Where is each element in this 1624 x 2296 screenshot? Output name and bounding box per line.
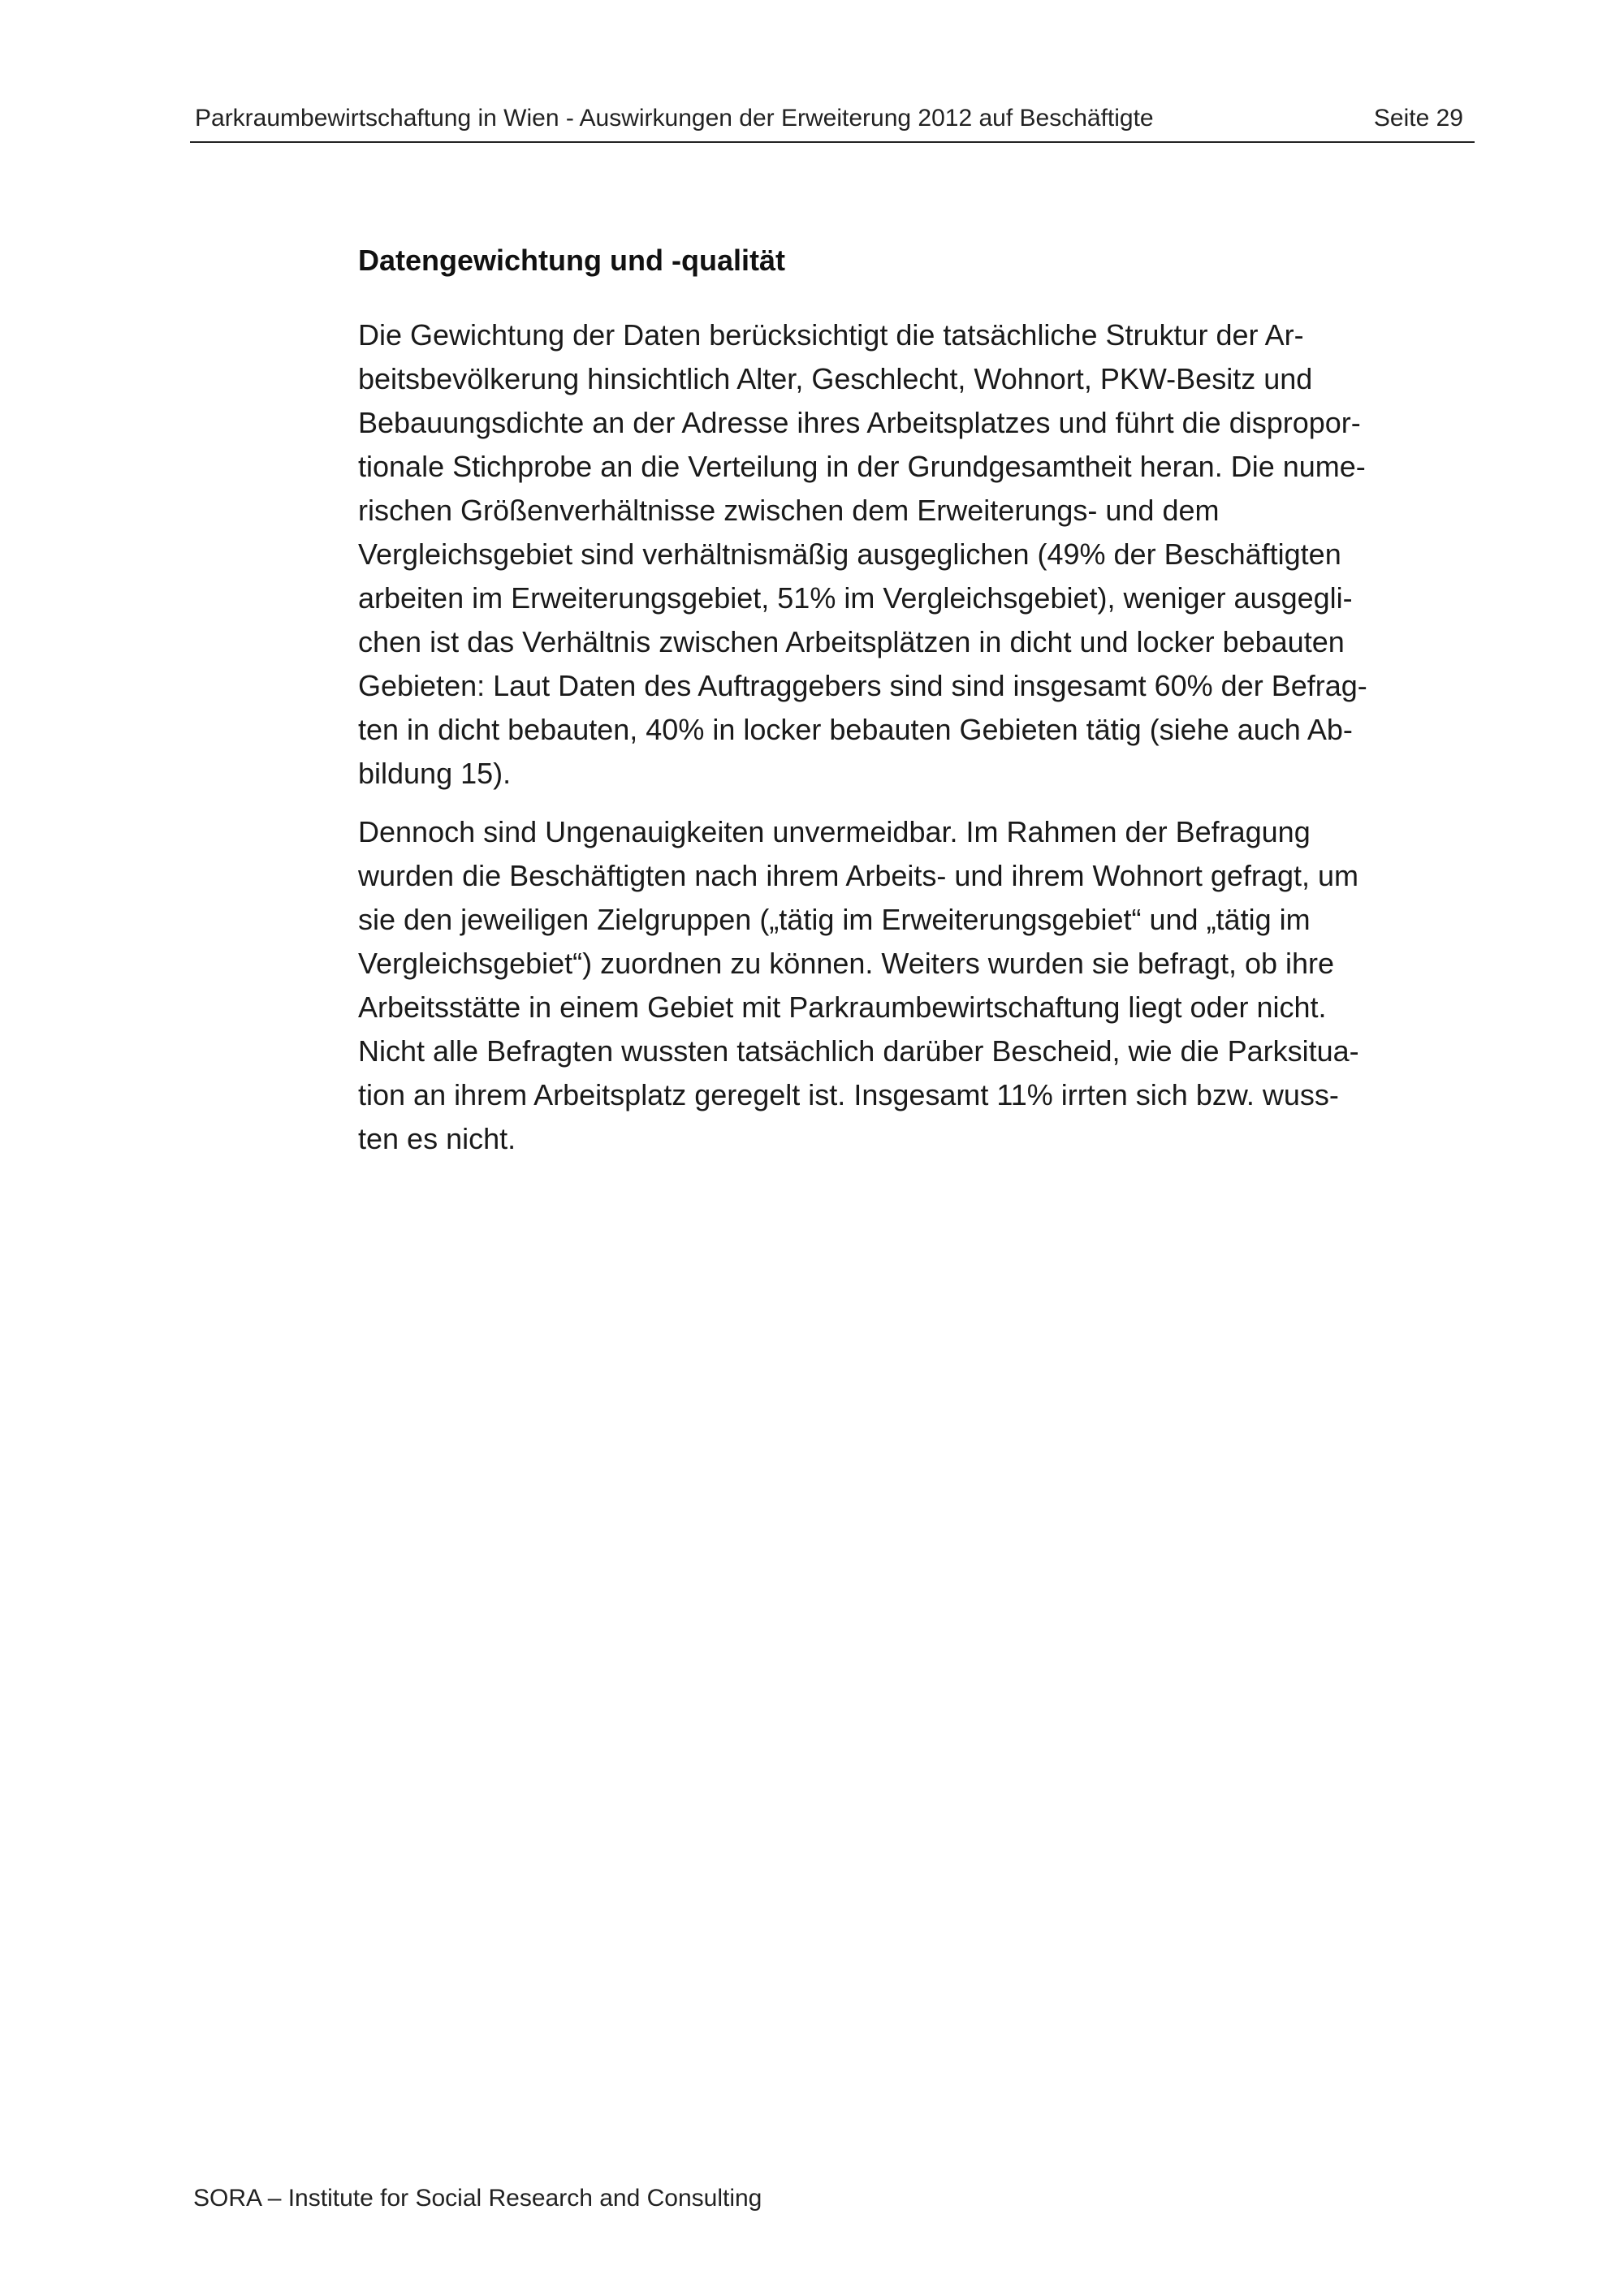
text-line: ten es nicht. xyxy=(358,1122,516,1155)
text-line: ten in dicht bebauten, 40% in locker bebauten Gebieten tätig (siehe auch Ab- xyxy=(358,713,1353,746)
page-header xyxy=(190,101,1475,143)
page-footer: SORA – Institute for Social Research and Consulting xyxy=(193,2185,762,2212)
text-line: Nicht alle Befragten wussten tatsächlich darüber Bescheid, wie die Parksitua- xyxy=(358,1034,1359,1068)
paragraph-weighting xyxy=(358,313,1479,796)
text-line: Dennoch sind Ungenauigkeiten unvermeidbar. Im Rahmen der Befragung xyxy=(358,815,1311,848)
text-line: Die Gewichtung der Daten berücksichtigt die tatsächliche Struktur der Ar- xyxy=(358,318,1304,352)
text-line: bildung 15). xyxy=(358,757,512,790)
text-line: tion an ihrem Arbeitsplatz geregelt ist. Insgesamt 11% irrten sich bzw. wuss- xyxy=(358,1078,1339,1111)
text-line: beitsbevölkerung hinsichtlich Alter, Geschlecht, Wohnort, PKW-Besitz und xyxy=(358,362,1313,395)
text-line: rischen Größenverhältnisse zwischen dem Erweiterungs- und dem xyxy=(358,494,1220,527)
text-line: Vergleichsgebiet sind verhältnismäßig ausgeglichen (49% der Beschäftigten xyxy=(358,537,1341,571)
text-line: Arbeitsstätte in einem Gebiet mit Parkraumbewirtschaftung liegt oder nicht. xyxy=(358,990,1327,1024)
page-number: Seite 29 xyxy=(1373,105,1463,132)
text-line: Vergleichsgebiet“) zuordnen zu können. Weiters wurden sie befragt, ob ihre xyxy=(358,947,1335,980)
header-title: Parkraumbewirtschaftung in Wien - Auswirkungen der Erweiterung 2012 auf Beschäftigte xyxy=(195,105,1154,132)
text-line: wurden die Beschäftigten nach ihrem Arbeits- und ihrem Wohnort gefragt, um xyxy=(358,859,1358,892)
text-line: sie den jeweiligen Zielgruppen („tätig im Erweiterungsgebiet“ und „tätig im xyxy=(358,903,1311,936)
text-line: Bebauungsdichte an der Adresse ihres Arbeitsplatzes und führt die dispropor- xyxy=(358,406,1361,439)
main-content xyxy=(358,237,1479,1176)
text-line: Gebieten: Laut Daten des Auftraggebers sind sind insgesamt 60% der Befrag- xyxy=(358,669,1367,702)
text-line: chen ist das Verhältnis zwischen Arbeitsplätzen in dicht und locker bebauten xyxy=(358,625,1345,658)
section-heading: Datengewichtung und -qualität xyxy=(358,244,785,277)
paragraph-inaccuracies xyxy=(358,810,1479,1161)
text-line: arbeiten im Erweiterungsgebiet, 51% im Vergleichsgebiet), weniger ausgegli- xyxy=(358,581,1353,615)
text-line: tionale Stichprobe an die Verteilung in der Grundgesamtheit heran. Die nume- xyxy=(358,450,1366,483)
